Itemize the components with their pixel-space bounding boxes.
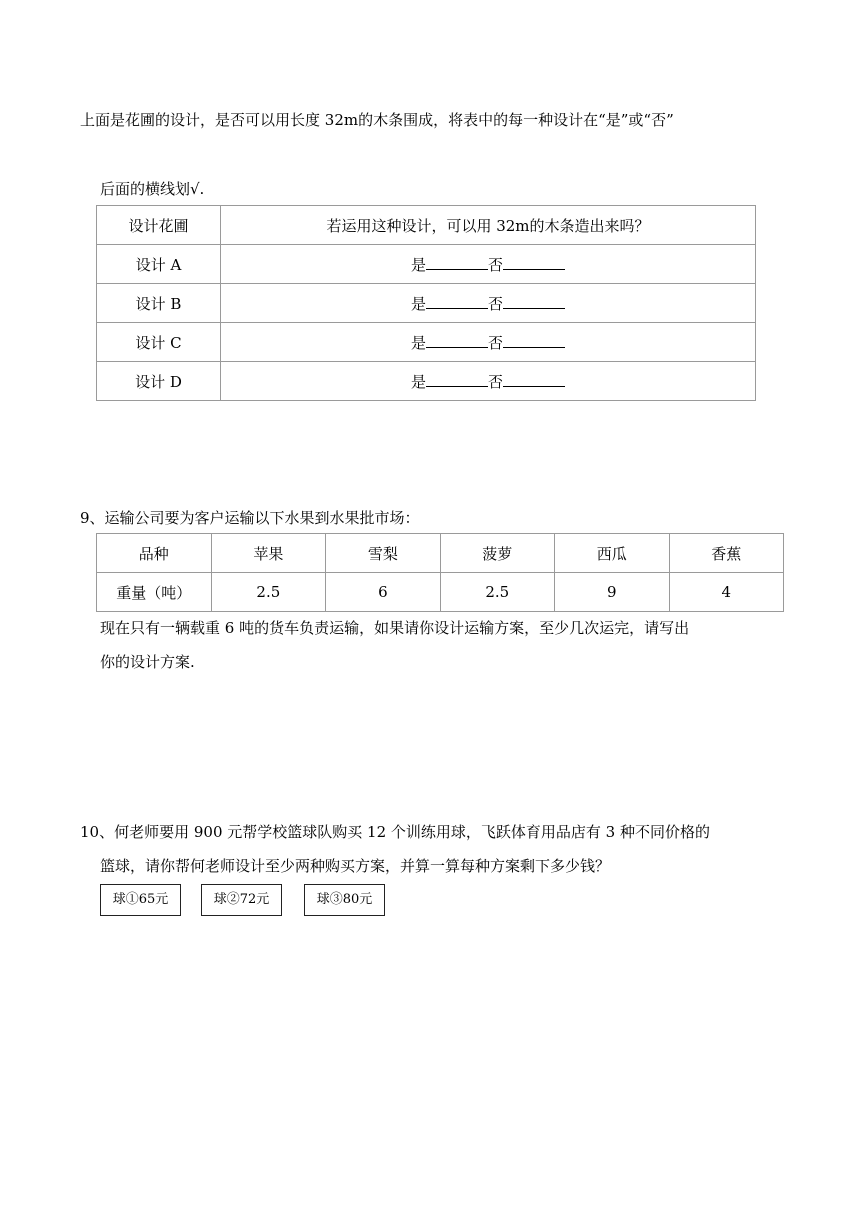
yes-label: 是 — [410, 372, 426, 391]
table-row — [97, 245, 756, 284]
no-blank[interactable] — [503, 372, 565, 387]
q9-title: 9、运输公司要为客户运输以下水果到水果批市场： — [80, 509, 420, 527]
q10-text-line1: 10、何老师要用 900 元帮学校篮球队购买 12 个训练用球，飞跃体育用品店有 3 种不同价格的 — [80, 823, 710, 841]
answer-cell — [221, 323, 756, 362]
no-blank[interactable] — [503, 333, 565, 348]
ball-price-label: 球②72元 — [201, 884, 282, 916]
q9-text-line2: 你的设计方案. — [100, 653, 195, 671]
no-label: 否 — [488, 333, 504, 352]
q10-text-line2: 篮球，请你帮何老师设计至少两种购买方案，并算一算每种方案剩下多少钱？ — [100, 857, 611, 875]
fruit-weight-table — [96, 533, 784, 612]
yes-label: 是 — [410, 255, 426, 274]
table-row — [97, 323, 756, 362]
fruit-weight: 2.5 — [440, 573, 555, 612]
garden-design-table — [96, 205, 756, 401]
fruit-weight: 4 — [669, 573, 783, 612]
table-row — [97, 534, 784, 573]
table-row — [97, 362, 756, 401]
yes-blank[interactable] — [426, 255, 488, 270]
table-row — [97, 573, 784, 612]
no-blank[interactable] — [503, 255, 565, 270]
fruit-name: 苹果 — [211, 534, 326, 573]
ball-price-label: 球③80元 — [304, 884, 385, 916]
no-label: 否 — [488, 372, 504, 391]
yes-blank[interactable] — [426, 294, 488, 309]
yes-blank[interactable] — [426, 333, 488, 348]
answer-cell — [221, 245, 756, 284]
design-label: 设计 A — [97, 245, 221, 284]
garden-intro-line1: 上面是花圃的设计，是否可以用长度 32m的木条围成，将表中的每一种设计在“是”或“否” — [80, 111, 674, 129]
header-cell: 设计花圃 — [97, 206, 221, 245]
table-row — [97, 284, 756, 323]
no-blank[interactable] — [503, 294, 565, 309]
yes-blank[interactable] — [426, 372, 488, 387]
fruit-weight: 6 — [326, 573, 440, 612]
design-label: 设计 C — [97, 323, 221, 362]
fruit-weight: 2.5 — [211, 573, 326, 612]
design-label: 设计 B — [97, 284, 221, 323]
ball-price-label: 球①65元 — [100, 884, 181, 916]
fruit-name: 雪梨 — [326, 534, 440, 573]
yes-label: 是 — [410, 333, 426, 352]
header-cell: 品种 — [97, 534, 212, 573]
answer-cell — [221, 284, 756, 323]
garden-intro-line2: 后面的横线划√. — [100, 180, 205, 198]
no-label: 否 — [488, 255, 504, 274]
header-cell: 若运用这种设计，可以用 32m的木条造出来吗？ — [221, 206, 756, 245]
table-row — [97, 206, 756, 245]
fruit-weight: 9 — [555, 573, 669, 612]
answer-cell — [221, 362, 756, 401]
fruit-name: 菠萝 — [440, 534, 555, 573]
fruit-name: 香蕉 — [669, 534, 783, 573]
no-label: 否 — [488, 294, 504, 313]
fruit-name: 西瓜 — [555, 534, 669, 573]
design-label: 设计 D — [97, 362, 221, 401]
weight-label: 重量（吨） — [97, 573, 212, 612]
q9-text-line1: 现在只有一辆载重 6 吨的货车负责运输，如果请你设计运输方案，至少几次运完，请写出 — [100, 619, 690, 637]
yes-label: 是 — [410, 294, 426, 313]
